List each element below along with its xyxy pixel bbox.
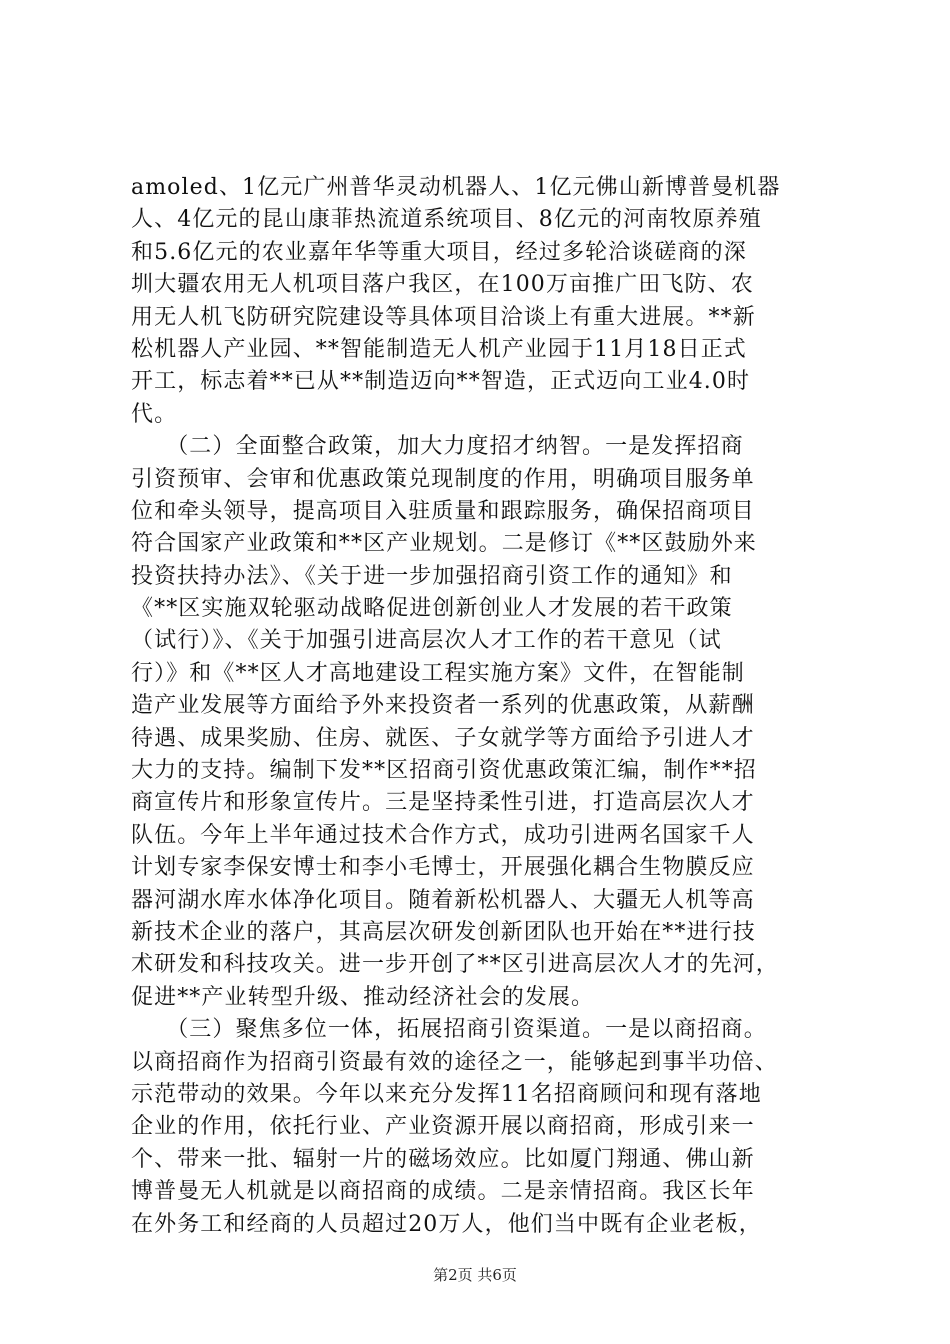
text-line: 符合国家产业政策和**区产业规划。二是修订《**区鼓励外来 bbox=[131, 531, 757, 557]
text-line: 在外务工和经商的人员超过20万人，他们当中既有企业老板， bbox=[131, 1211, 762, 1237]
text-line: 投资扶持办法》、《关于进一步加强招商引资工作的通知》和 bbox=[131, 563, 733, 589]
text-line: 队伍。今年上半年通过技术合作方式，成功引进两名国家千人 bbox=[131, 822, 755, 848]
text-line: 计划专家李保安博士和李小毛博士，开展强化耦合生物膜反应 bbox=[131, 855, 755, 881]
text-line: 示范带动的效果。今年以来充分发挥11名招商顾问和现有落地 bbox=[131, 1081, 762, 1107]
text-line: 代。 bbox=[131, 401, 178, 427]
text-line: 人、4亿元的昆山康菲热流道系统项目、8亿元的河南牧原养殖 bbox=[131, 207, 762, 233]
text-line: 大力的支持。编制下发**区招商引资优惠政策汇编，制作**招 bbox=[131, 758, 757, 784]
text-line: （试行）》、《关于加强引进高层次人才工作的若干意见（试 bbox=[131, 628, 722, 654]
text-line: 器河湖水库水体净化项目。随着新松机器人、大疆无人机等高 bbox=[131, 887, 755, 913]
page-footer bbox=[0, 1265, 950, 1285]
text-line: 促进**产业转型升级、推动经济社会的发展。 bbox=[131, 984, 595, 1010]
text-line: 新技术企业的落户，其高层次研发创新团队也开始在**进行技 bbox=[131, 919, 756, 945]
text-line: 行）》和《**区人才高地建设工程实施方案》文件，在智能制 bbox=[131, 660, 745, 686]
text-line: 《**区实施双轮驱动战略促进创新创业人才发展的若干政策 bbox=[131, 596, 733, 622]
text-line: 个、带来一批、辐射一片的磁场效应。比如厦门翔通、佛山新 bbox=[131, 1146, 755, 1172]
text-line: 和5.6亿元的农业嘉年华等重大项目，经过多轮洽谈磋商的深 bbox=[131, 239, 747, 265]
text-line: （二）全面整合政策，加大力度招才纳智。一是发挥招商 bbox=[131, 434, 744, 460]
text-line: 术研发和科技攻关。进一步开创了**区引进高层次人才的先河， bbox=[131, 952, 779, 978]
text-line: （三）聚焦多位一体，拓展招商引资渠道。一是以商招商。 bbox=[131, 1017, 767, 1043]
text-line: 企业的作用，依托行业、产业资源开展以商招商，形成引来一 bbox=[131, 1114, 755, 1140]
text-line: 松机器人产业园、**智能制造无人机产业园于11月18日正式 bbox=[131, 336, 747, 362]
body-text bbox=[131, 172, 831, 1241]
text-line: 引资预审、会审和优惠政策兑现制度的作用，明确项目服务单 bbox=[131, 466, 755, 492]
text-line: 博普曼无人机就是以商招商的成绩。二是亲情招商。我区长年 bbox=[131, 1179, 755, 1205]
text-line: 位和牵头领导，提高项目入驻质量和跟踪服务，确保招商项目 bbox=[131, 498, 755, 524]
text-line: 以商招商作为招商引资最有效的途径之一，能够起到事半功倍、 bbox=[131, 1049, 778, 1075]
text-line: 待遇、成果奖励、住房、就医、子女就学等方面给予引进人才 bbox=[131, 725, 755, 751]
text-line: amoled、1亿元广州普华灵动机器人、1亿元佛山新博普曼机器 bbox=[131, 175, 781, 200]
text-line: 用无人机飞防研究院建设等具体项目洽谈上有重大进展。**新 bbox=[131, 304, 756, 330]
page-number: 第2页 共6页 bbox=[433, 1266, 517, 1284]
text-line: 开工，标志着**已从**制造迈向**智造，正式迈向工业4.0时 bbox=[131, 369, 751, 395]
text-line: 造产业发展等方面给予外来投资者一系列的优惠政策，从薪酬 bbox=[131, 693, 755, 719]
text-line: 商宣传片和形象宣传片。三是坚持柔性引进，打造高层次人才 bbox=[131, 790, 755, 816]
text-line: 圳大疆农用无人机项目落户我区，在100万亩推广田飞防、农 bbox=[131, 272, 754, 298]
